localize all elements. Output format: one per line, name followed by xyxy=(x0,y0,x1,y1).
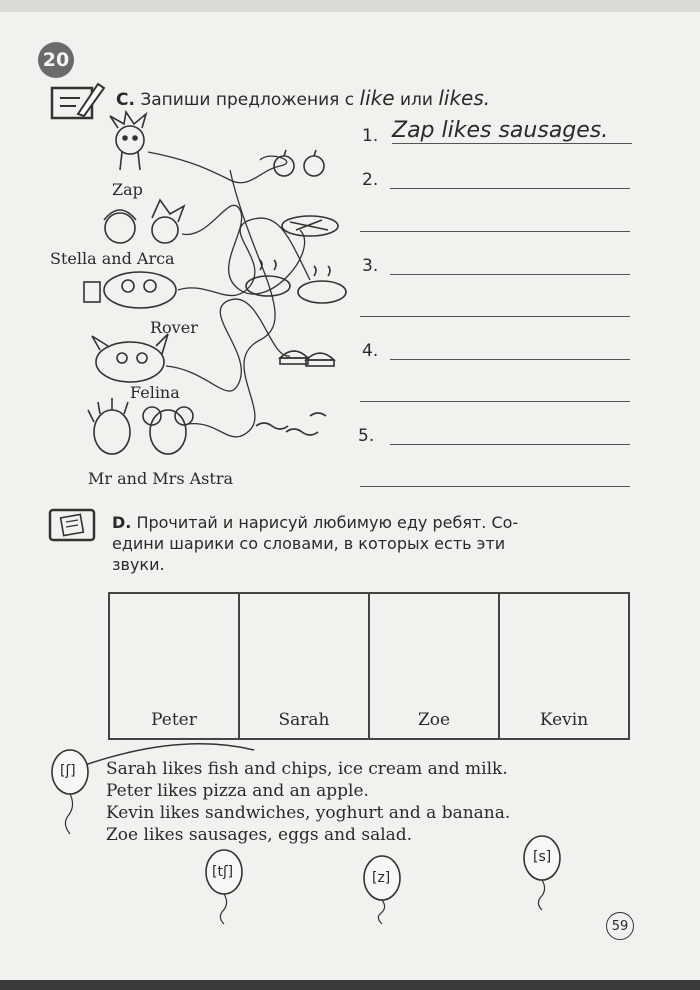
answer-line-5b[interactable] xyxy=(360,486,630,487)
balloon-label-tsh[interactable]: [tʃ] xyxy=(212,864,234,880)
sentence-peter: Peter likes pizza and an apple. xyxy=(106,781,369,801)
cell-peter[interactable] xyxy=(110,594,240,738)
cell-label-peter: Peter xyxy=(151,710,197,730)
burgers-icon xyxy=(280,351,334,366)
drawing-table xyxy=(108,592,630,740)
answer-line-3[interactable] xyxy=(390,274,630,275)
label-felina: Felina xyxy=(130,383,180,402)
balloon-label-sh[interactable]: [ʃ] xyxy=(60,763,76,779)
word-like: like xyxy=(359,86,395,110)
sentence-sarah: Sarah likes fish and chips, ice cream and milk. xyxy=(106,759,508,779)
task-d-letter: D. xyxy=(112,513,132,532)
cell-label-sarah: Sarah xyxy=(278,710,330,730)
label-rover: Rover xyxy=(150,318,198,337)
felina-character xyxy=(92,334,168,382)
rover-character xyxy=(84,272,176,308)
answer-line-3b[interactable] xyxy=(360,316,630,317)
label-mr-and-mrs-astra: Mr and Mrs Astra xyxy=(88,469,233,488)
answer-line-2[interactable] xyxy=(390,188,630,189)
sentence-kevin: Kevin likes sandwiches, yoghurt and a banana. xyxy=(106,803,511,823)
answer-num-4: 4. xyxy=(362,341,379,361)
cell-label-zoe: Zoe xyxy=(417,710,451,730)
reading-icon xyxy=(48,508,98,548)
cell-zoe[interactable] xyxy=(370,594,500,738)
sausages-icon xyxy=(256,413,326,435)
answer-line-5[interactable] xyxy=(390,444,630,445)
top-edge xyxy=(0,0,700,12)
answer-num-1: 1. xyxy=(362,126,379,146)
balloon-label-z[interactable]: [z] xyxy=(372,870,391,886)
answer-line-4b[interactable] xyxy=(360,401,630,402)
bottom-edge xyxy=(0,980,700,990)
task-d-line-3: звуки. xyxy=(112,555,165,574)
zap-character xyxy=(110,112,146,170)
answer-line-4[interactable] xyxy=(390,359,630,360)
story-text xyxy=(106,758,510,846)
page-number: 59 xyxy=(606,912,634,940)
apples-icon xyxy=(274,150,324,176)
task-d-instruction xyxy=(112,512,632,575)
answer-num-5: 5. xyxy=(358,426,375,446)
task-c-letter: C. xyxy=(116,90,135,110)
balloon-label-s[interactable]: [s] xyxy=(533,849,552,865)
answer-num-3: 3. xyxy=(362,256,379,276)
answer-line-2b[interactable] xyxy=(360,231,630,232)
astra-characters xyxy=(88,398,193,454)
task-c-heading xyxy=(116,86,490,110)
label-stella-and-arca: Stella and Arca xyxy=(50,249,175,268)
task-c-instruction: Запиши предложения с xyxy=(140,90,355,110)
page-badge: 20 xyxy=(38,42,74,78)
task-d-line-2: едини шарики со словами, в которых есть эти xyxy=(112,534,506,553)
task-d-line-1: Прочитай и нарисуй любимую еду ребят. Со- xyxy=(136,513,519,532)
cell-label-kevin: Kevin xyxy=(539,710,589,730)
label-zap: Zap xyxy=(112,180,143,199)
answer-num-2: 2. xyxy=(362,170,379,190)
word-likes: likes. xyxy=(438,86,491,110)
sentence-zoe: Zoe likes sausages, eggs and salad. xyxy=(106,825,413,845)
word-or: или xyxy=(399,90,433,110)
maze-illustration xyxy=(60,110,360,470)
answer-line-1[interactable]: Zap likes sausages. xyxy=(392,118,632,144)
stella-arca-characters xyxy=(104,200,184,243)
fish-and-chips-icon xyxy=(282,216,338,236)
cell-kevin[interactable] xyxy=(500,594,628,738)
cell-sarah[interactable] xyxy=(240,594,370,738)
